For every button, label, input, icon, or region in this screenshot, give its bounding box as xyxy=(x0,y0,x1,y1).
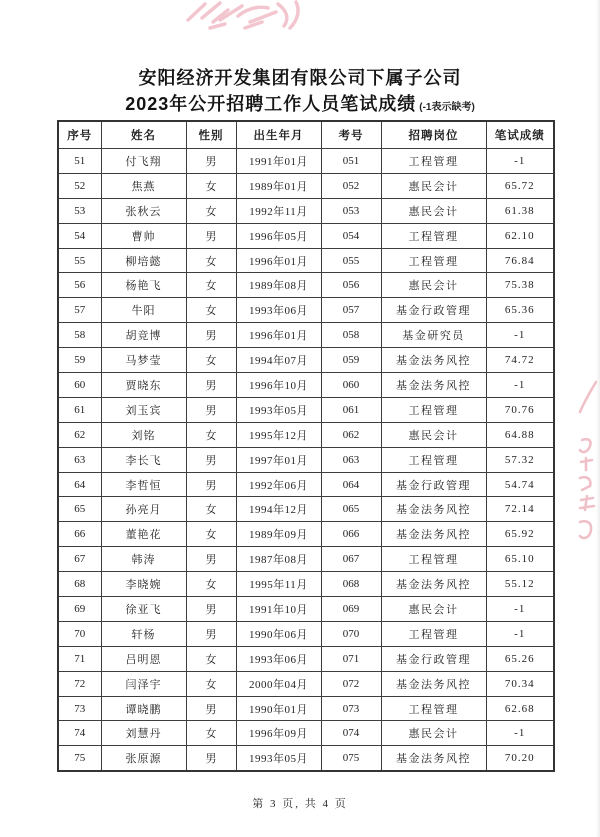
cell-birth: 1994年07月 xyxy=(236,348,321,373)
table-row xyxy=(58,721,554,746)
cell-no: 58 xyxy=(58,323,101,348)
cell-gender: 女 xyxy=(186,497,236,522)
cell-exam-no: 056 xyxy=(321,273,381,298)
cell-no: 68 xyxy=(58,572,101,597)
cell-position: 惠民会计 xyxy=(381,597,486,622)
header-birth: 出生年月 xyxy=(236,121,321,149)
cell-exam-no: 075 xyxy=(321,746,381,771)
header-no: 序号 xyxy=(58,121,101,149)
red-stamp-fragment xyxy=(150,0,365,42)
cell-exam-no: 068 xyxy=(321,572,381,597)
cell-gender: 男 xyxy=(186,597,236,622)
table-header-row xyxy=(58,121,554,149)
cell-exam-no: 072 xyxy=(321,671,381,696)
table-row xyxy=(58,422,554,447)
cell-birth: 1991年10月 xyxy=(236,597,321,622)
cell-gender: 男 xyxy=(186,397,236,422)
cell-name: 谭晓鹏 xyxy=(101,696,186,721)
cell-name: 李哲恒 xyxy=(101,472,186,497)
cell-score: -1 xyxy=(486,597,554,622)
table-row xyxy=(58,397,554,422)
cell-score: -1 xyxy=(486,721,554,746)
cell-name: 贾晓东 xyxy=(101,373,186,398)
cell-exam-no: 067 xyxy=(321,547,381,572)
cell-name: 刘慧丹 xyxy=(101,721,186,746)
cell-name: 闫泽宇 xyxy=(101,671,186,696)
scores-table xyxy=(57,120,555,772)
cell-name: 柳培懿 xyxy=(101,248,186,273)
cell-name: 张原源 xyxy=(101,746,186,771)
cell-birth: 1989年09月 xyxy=(236,522,321,547)
cell-position: 基金法务风控 xyxy=(381,522,486,547)
cell-gender: 男 xyxy=(186,323,236,348)
cell-gender: 女 xyxy=(186,721,236,746)
cell-gender: 男 xyxy=(186,621,236,646)
cell-position: 工程管理 xyxy=(381,397,486,422)
cell-birth: 1995年12月 xyxy=(236,422,321,447)
cell-gender: 男 xyxy=(186,149,236,174)
cell-gender: 女 xyxy=(186,646,236,671)
cell-score: 62.68 xyxy=(486,696,554,721)
cell-exam-no: 062 xyxy=(321,422,381,447)
cell-gender: 女 xyxy=(186,198,236,223)
cell-exam-no: 063 xyxy=(321,447,381,472)
cell-name: 李晓婉 xyxy=(101,572,186,597)
cell-name: 徐亚飞 xyxy=(101,597,186,622)
table-row xyxy=(58,348,554,373)
cell-birth: 1989年08月 xyxy=(236,273,321,298)
cell-score: 76.84 xyxy=(486,248,554,273)
cell-birth: 1993年06月 xyxy=(236,646,321,671)
cell-gender: 男 xyxy=(186,746,236,771)
cell-no: 67 xyxy=(58,547,101,572)
cell-birth: 1993年05月 xyxy=(236,397,321,422)
cell-gender: 男 xyxy=(186,223,236,248)
cell-gender: 男 xyxy=(186,472,236,497)
cell-name: 韩涛 xyxy=(101,547,186,572)
cell-score: 54.74 xyxy=(486,472,554,497)
cell-no: 64 xyxy=(58,472,101,497)
cell-name: 董艳花 xyxy=(101,522,186,547)
cell-name: 刘铭 xyxy=(101,422,186,447)
cell-position: 惠民会计 xyxy=(381,721,486,746)
table-row xyxy=(58,373,554,398)
cell-position: 工程管理 xyxy=(381,696,486,721)
cell-position: 基金法务风控 xyxy=(381,572,486,597)
table-row xyxy=(58,223,554,248)
cell-exam-no: 061 xyxy=(321,397,381,422)
cell-score: 55.12 xyxy=(486,572,554,597)
cell-birth: 1996年09月 xyxy=(236,721,321,746)
cell-no: 56 xyxy=(58,273,101,298)
cell-position: 基金法务风控 xyxy=(381,373,486,398)
cell-score: 57.32 xyxy=(486,447,554,472)
table-row xyxy=(58,597,554,622)
cell-no: 55 xyxy=(58,248,101,273)
red-handwriting-mark xyxy=(556,378,600,553)
cell-exam-no: 066 xyxy=(321,522,381,547)
table-row xyxy=(58,572,554,597)
cell-birth: 1992年06月 xyxy=(236,472,321,497)
cell-no: 71 xyxy=(58,646,101,671)
table-row xyxy=(58,173,554,198)
cell-no: 53 xyxy=(58,198,101,223)
cell-exam-no: 069 xyxy=(321,597,381,622)
cell-exam-no: 051 xyxy=(321,149,381,174)
cell-no: 66 xyxy=(58,522,101,547)
cell-name: 马梦莹 xyxy=(101,348,186,373)
document-title-line2-text: 2023年公开招聘工作人员笔试成绩 xyxy=(125,94,417,114)
document-title-line1: 安阳经济开发集团有限公司下属子公司 xyxy=(138,68,462,88)
cell-score: 65.26 xyxy=(486,646,554,671)
table-row xyxy=(58,547,554,572)
cell-gender: 女 xyxy=(186,273,236,298)
header-gender: 性别 xyxy=(186,121,236,149)
cell-score: 62.10 xyxy=(486,223,554,248)
cell-score: 72.14 xyxy=(486,497,554,522)
cell-name: 轩杨 xyxy=(101,621,186,646)
cell-gender: 男 xyxy=(186,696,236,721)
cell-birth: 1991年01月 xyxy=(236,149,321,174)
header-exam-no: 考号 xyxy=(321,121,381,149)
cell-exam-no: 055 xyxy=(321,248,381,273)
cell-position: 工程管理 xyxy=(381,149,486,174)
cell-gender: 女 xyxy=(186,522,236,547)
cell-no: 61 xyxy=(58,397,101,422)
cell-position: 基金法务风控 xyxy=(381,497,486,522)
cell-score: 70.20 xyxy=(486,746,554,771)
cell-no: 74 xyxy=(58,721,101,746)
cell-score: 61.38 xyxy=(486,198,554,223)
table-row xyxy=(58,273,554,298)
cell-birth: 1996年01月 xyxy=(236,323,321,348)
table-body xyxy=(58,149,554,772)
cell-position: 工程管理 xyxy=(381,447,486,472)
table-row xyxy=(58,522,554,547)
cell-position: 基金研究员 xyxy=(381,323,486,348)
page-number: 第 3 页, 共 4 页 xyxy=(252,798,348,810)
table-row xyxy=(58,746,554,771)
cell-position: 基金法务风控 xyxy=(381,671,486,696)
cell-name: 吕明恩 xyxy=(101,646,186,671)
cell-name: 胡竞博 xyxy=(101,323,186,348)
cell-no: 60 xyxy=(58,373,101,398)
table-row xyxy=(58,323,554,348)
cell-position: 基金行政管理 xyxy=(381,472,486,497)
cell-exam-no: 059 xyxy=(321,348,381,373)
header-score: 笔试成绩 xyxy=(486,121,554,149)
table-row xyxy=(58,149,554,174)
cell-exam-no: 065 xyxy=(321,497,381,522)
cell-score: 75.38 xyxy=(486,273,554,298)
table-row xyxy=(58,621,554,646)
cell-exam-no: 052 xyxy=(321,173,381,198)
cell-position: 工程管理 xyxy=(381,547,486,572)
cell-gender: 男 xyxy=(186,447,236,472)
cell-no: 65 xyxy=(58,497,101,522)
cell-birth: 1990年06月 xyxy=(236,621,321,646)
cell-name: 付飞翔 xyxy=(101,149,186,174)
cell-birth: 1996年01月 xyxy=(236,248,321,273)
cell-birth: 1997年01月 xyxy=(236,447,321,472)
cell-gender: 女 xyxy=(186,422,236,447)
cell-no: 69 xyxy=(58,597,101,622)
cell-exam-no: 058 xyxy=(321,323,381,348)
cell-position: 基金法务风控 xyxy=(381,348,486,373)
cell-birth: 1992年11月 xyxy=(236,198,321,223)
cell-position: 工程管理 xyxy=(381,248,486,273)
cell-score: -1 xyxy=(486,373,554,398)
cell-score: 70.34 xyxy=(486,671,554,696)
cell-no: 59 xyxy=(58,348,101,373)
title-note: (-1表示缺考) xyxy=(419,102,475,113)
cell-position: 惠民会计 xyxy=(381,198,486,223)
cell-position: 基金行政管理 xyxy=(381,646,486,671)
cell-score: -1 xyxy=(486,149,554,174)
table-row xyxy=(58,472,554,497)
cell-no: 51 xyxy=(58,149,101,174)
table-row xyxy=(58,198,554,223)
cell-position: 惠民会计 xyxy=(381,173,486,198)
cell-birth: 1996年10月 xyxy=(236,373,321,398)
cell-score: 74.72 xyxy=(486,348,554,373)
cell-score: 65.72 xyxy=(486,173,554,198)
header-position: 招聘岗位 xyxy=(381,121,486,149)
cell-birth: 1993年05月 xyxy=(236,746,321,771)
table-row xyxy=(58,298,554,323)
cell-exam-no: 071 xyxy=(321,646,381,671)
cell-score: 65.92 xyxy=(486,522,554,547)
cell-gender: 男 xyxy=(186,547,236,572)
document-title-line2 xyxy=(0,90,600,116)
cell-position: 基金法务风控 xyxy=(381,746,486,771)
cell-score: -1 xyxy=(486,621,554,646)
cell-birth: 2000年04月 xyxy=(236,671,321,696)
cell-birth: 1989年01月 xyxy=(236,173,321,198)
cell-score: 65.36 xyxy=(486,298,554,323)
cell-name: 杨艳飞 xyxy=(101,273,186,298)
cell-no: 62 xyxy=(58,422,101,447)
cell-score: 70.76 xyxy=(486,397,554,422)
table-row xyxy=(58,646,554,671)
cell-position: 工程管理 xyxy=(381,223,486,248)
table-row xyxy=(58,497,554,522)
cell-gender: 女 xyxy=(186,348,236,373)
cell-birth: 1995年11月 xyxy=(236,572,321,597)
table-row xyxy=(58,671,554,696)
cell-name: 刘玉宾 xyxy=(101,397,186,422)
cell-name: 孙亮月 xyxy=(101,497,186,522)
cell-exam-no: 070 xyxy=(321,621,381,646)
cell-exam-no: 057 xyxy=(321,298,381,323)
cell-score: -1 xyxy=(486,323,554,348)
cell-exam-no: 054 xyxy=(321,223,381,248)
cell-exam-no: 073 xyxy=(321,696,381,721)
cell-no: 52 xyxy=(58,173,101,198)
cell-score: 65.10 xyxy=(486,547,554,572)
cell-birth: 1996年05月 xyxy=(236,223,321,248)
table-row xyxy=(58,248,554,273)
cell-name: 李长飞 xyxy=(101,447,186,472)
cell-name: 焦燕 xyxy=(101,173,186,198)
cell-exam-no: 060 xyxy=(321,373,381,398)
scan-edge-shade xyxy=(596,0,600,837)
cell-no: 54 xyxy=(58,223,101,248)
cell-name: 张秋云 xyxy=(101,198,186,223)
cell-position: 基金行政管理 xyxy=(381,298,486,323)
header-name: 姓名 xyxy=(101,121,186,149)
cell-exam-no: 074 xyxy=(321,721,381,746)
cell-birth: 1994年12月 xyxy=(236,497,321,522)
cell-no: 75 xyxy=(58,746,101,771)
cell-no: 70 xyxy=(58,621,101,646)
cell-gender: 男 xyxy=(186,373,236,398)
cell-gender: 女 xyxy=(186,248,236,273)
cell-gender: 女 xyxy=(186,298,236,323)
cell-birth: 1987年08月 xyxy=(236,547,321,572)
cell-no: 73 xyxy=(58,696,101,721)
cell-exam-no: 064 xyxy=(321,472,381,497)
cell-score: 64.88 xyxy=(486,422,554,447)
cell-birth: 1993年06月 xyxy=(236,298,321,323)
cell-gender: 女 xyxy=(186,173,236,198)
cell-no: 57 xyxy=(58,298,101,323)
cell-no: 63 xyxy=(58,447,101,472)
cell-name: 曹帅 xyxy=(101,223,186,248)
cell-exam-no: 053 xyxy=(321,198,381,223)
cell-gender: 女 xyxy=(186,671,236,696)
cell-position: 工程管理 xyxy=(381,621,486,646)
table-row xyxy=(58,447,554,472)
cell-birth: 1990年01月 xyxy=(236,696,321,721)
cell-name: 牛阳 xyxy=(101,298,186,323)
cell-position: 惠民会计 xyxy=(381,422,486,447)
cell-gender: 女 xyxy=(186,572,236,597)
cell-no: 72 xyxy=(58,671,101,696)
table-row xyxy=(58,696,554,721)
cell-position: 惠民会计 xyxy=(381,273,486,298)
